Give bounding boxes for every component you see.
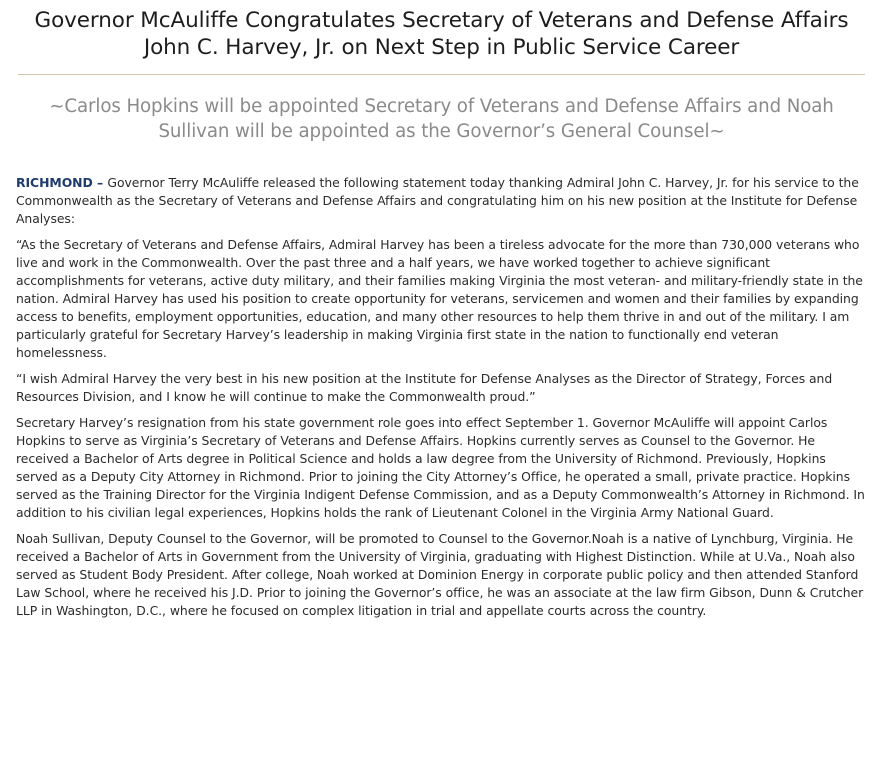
paragraph-intro xyxy=(16,174,869,228)
title-line-1: Governor McAuliffe Congratulates Secretary of Veterans and Defense Affairs xyxy=(34,8,849,33)
title-divider xyxy=(18,74,865,75)
subtitle-line-1: ~Carlos Hopkins will be appointed Secretary of Veterans and Defense Affairs and Noah xyxy=(49,96,834,117)
paragraph-quote-1: “As the Secretary of Veterans and Defense Affairs, Admiral Harvey has been a tireless advocate for the more than 730,000 veterans who live and work in the Commonwealth. Over the past three and a half years, we have worked together to achieve significant accomplishments for veterans, active duty military, and their families making Virginia the most veteran- and military-friendly state in the nation. Admiral Harvey has used his position to create opportunity for veterans, servicemen and women and their families by expanding access to benefits, employment opportunities, education, and many other resources to help them thrive in and out of the military. I am particularly grateful for Secretary Harvey’s leadership in making Virginia first state in the nation to functionally end veteran homelessness. xyxy=(16,237,863,360)
page-title xyxy=(14,0,869,61)
subtitle-line-2: Sullivan will be appointed as the Governor’s General Counsel~ xyxy=(158,121,725,142)
title-line-2: John C. Harvey, Jr. on Next Step in Public Service Career xyxy=(143,35,740,60)
article-body xyxy=(14,174,869,620)
paragraph-sullivan: Noah Sullivan, Deputy Counsel to the Governor, will be promoted to Counsel to the Governor.Noah is a native of Lynchburg, Virginia. He received a Bachelor of Arts in Government from the University of Virginia, graduating with Highest Distinction. While at U.Va., Noah also served as Student Body President. After college, Noah worked at Dominion Energy in corporate public policy and then attended Stanford Law School, where he received his J.D. Prior to joining the Governor’s office, he was an associate at the law firm Gibson, Dunn & Crutcher LLP in Washington, D.C., where he focused on complex litigation in trial and appellate courts across the country. xyxy=(16,531,864,618)
paragraph-intro-text: Governor Terry McAuliffe released the following statement today thanking Admiral John C. Harvey, Jr. for his service to the Commonwealth as the Secretary of Veterans and Defense Affairs and congratulating him on his new position at the Institute for Defense Analyses: xyxy=(16,175,859,226)
page-subtitle xyxy=(14,94,869,144)
paragraph-hopkins: Secretary Harvey’s resignation from his state government role goes into effect September 1. Governor McAuliffe will appoint Carlos Hopkins to serve as Virginia’s Secretary of Veterans and Defense Affairs. Hopkins currently serves as Counsel to the Governor. He received a Bachelor of Arts degree in Political Science and holds a law degree from the University of Richmond. Previously, Hopkins served as a Deputy City Attorney in Richmond. Prior to joining the City Attorney’s Office, he operated a small, private practice. Hopkins served as the Training Director for the Virginia Indigent Defense Commission, and as a Deputy Commonwealth’s Attorney in Richmond. In addition to his civilian legal experiences, Hopkins holds the rank of Lieutenant Colonel in the Virginia Army National Guard. xyxy=(16,415,865,520)
paragraph-quote-2: “I wish Admiral Harvey the very best in his new position at the Institute for Defense Analyses as the Director of Strategy, Forces and Resources Division, and I know he will continue to make the Commonwealth proud.” xyxy=(16,371,833,404)
dateline-separator: – xyxy=(92,175,108,190)
dateline: RICHMOND xyxy=(16,175,93,190)
